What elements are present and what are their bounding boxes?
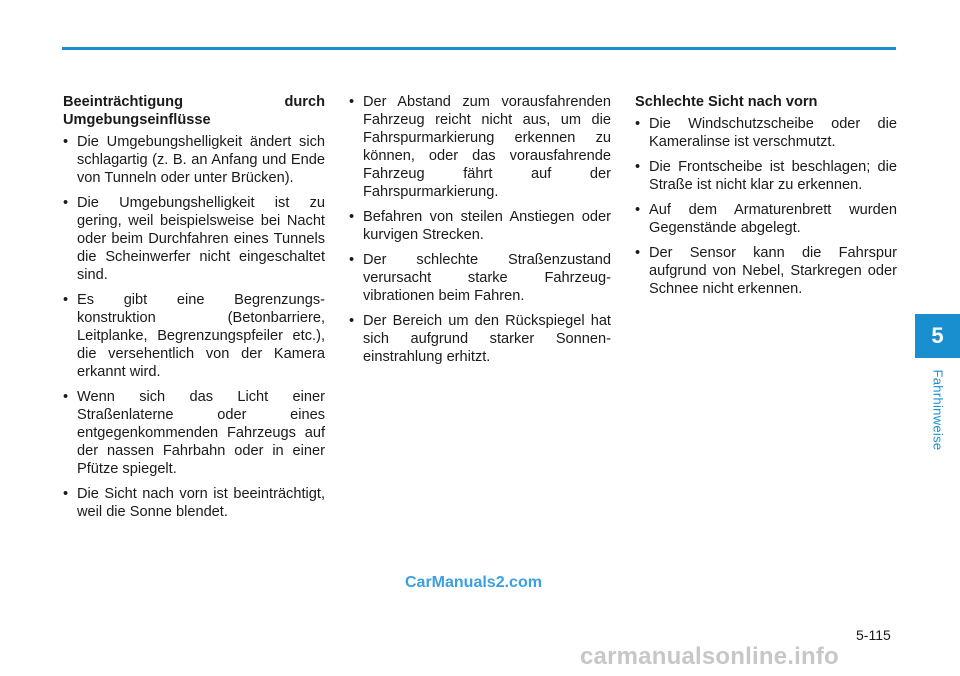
column-3 — [635, 93, 897, 305]
bullet-list-2 — [349, 93, 611, 366]
column-1 — [63, 93, 325, 528]
chapter-tab[interactable]: 5 — [915, 314, 960, 358]
footer-watermark: carmanualsonline.info — [580, 643, 839, 670]
chapter-label: Fahrhinweise — [930, 369, 946, 451]
list-item: • Auf dem Armaturenbrett wurden Gegenstände abgelegt. — [635, 201, 897, 237]
heading-word-2: durch — [284, 94, 325, 110]
list-item: • Der Bereich um den Rückspiegel hat sich aufgrund starker Sonnen-einstrahlung erhitzt. — [349, 312, 611, 366]
heading-word-1: Beeinträchtigung — [63, 94, 183, 110]
column-2 — [349, 93, 611, 373]
list-item: • Der schlechte Straßenzustand verursacht starke Fahrzeug-vibrationen beim Fahren. — [349, 251, 611, 305]
section-heading-environment — [63, 93, 325, 111]
page-number: 5-115 — [856, 627, 891, 643]
list-item: • Der Sensor kann die Fahrspur aufgrund von Nebel, Starkregen oder Schnee nicht erkennen. — [635, 244, 897, 298]
section-heading-visibility: Schlechte Sicht nach vorn — [635, 94, 818, 110]
list-item: • Befahren von steilen Anstiegen oder kurvigen Strecken. — [349, 208, 611, 244]
list-item: • Die Umgebungshelligkeit ist zu gering, weil beispielsweise bei Nacht oder beim Durchfahren eines Tunnels die Scheinwerfer nicht eingeschaltet sind. — [63, 194, 325, 284]
list-item: • Wenn sich das Licht einer Straßenlaterne oder eines entgegenkommenden Fahrzeugs auf der nassen Fahrbahn oder in einer Pfütze spiegelt. — [63, 388, 325, 478]
list-item: • Die Frontscheibe ist beschlagen; die Straße ist nicht klar zu erkennen. — [635, 158, 897, 194]
list-item: • Die Umgebungshelligkeit ändert sich schlagartig (z. B. an Anfang und Ende von Tunneln oder unter Brücken). — [63, 133, 325, 187]
heading-line-2: Umgebungseinflüsse — [63, 112, 211, 128]
bullet-list-1 — [63, 133, 325, 521]
site-watermark[interactable]: CarManuals2.com — [405, 574, 542, 591]
list-item: • Der Abstand zum vorausfahrenden Fahrzeug reicht nicht aus, um die Fahrspurmarkierung erkennen zu können, oder das vorausfahrende Fahrzeug fährt auf der Fahrspurmarkierung. — [349, 93, 611, 201]
list-item: • Die Sicht nach vorn ist beeinträchtigt, weil die Sonne blendet. — [63, 485, 325, 521]
list-item: • Die Windschutzscheibe oder die Kameralinse ist verschmutzt. — [635, 115, 897, 151]
list-item: • Es gibt eine Begrenzungs-konstruktion (Betonbarriere, Leitplanke, Begrenzungspfeiler etc.), die versehentlich von der Kamera erkannt wird. — [63, 291, 325, 381]
top-rule — [62, 47, 896, 50]
bullet-list-3 — [635, 115, 897, 298]
